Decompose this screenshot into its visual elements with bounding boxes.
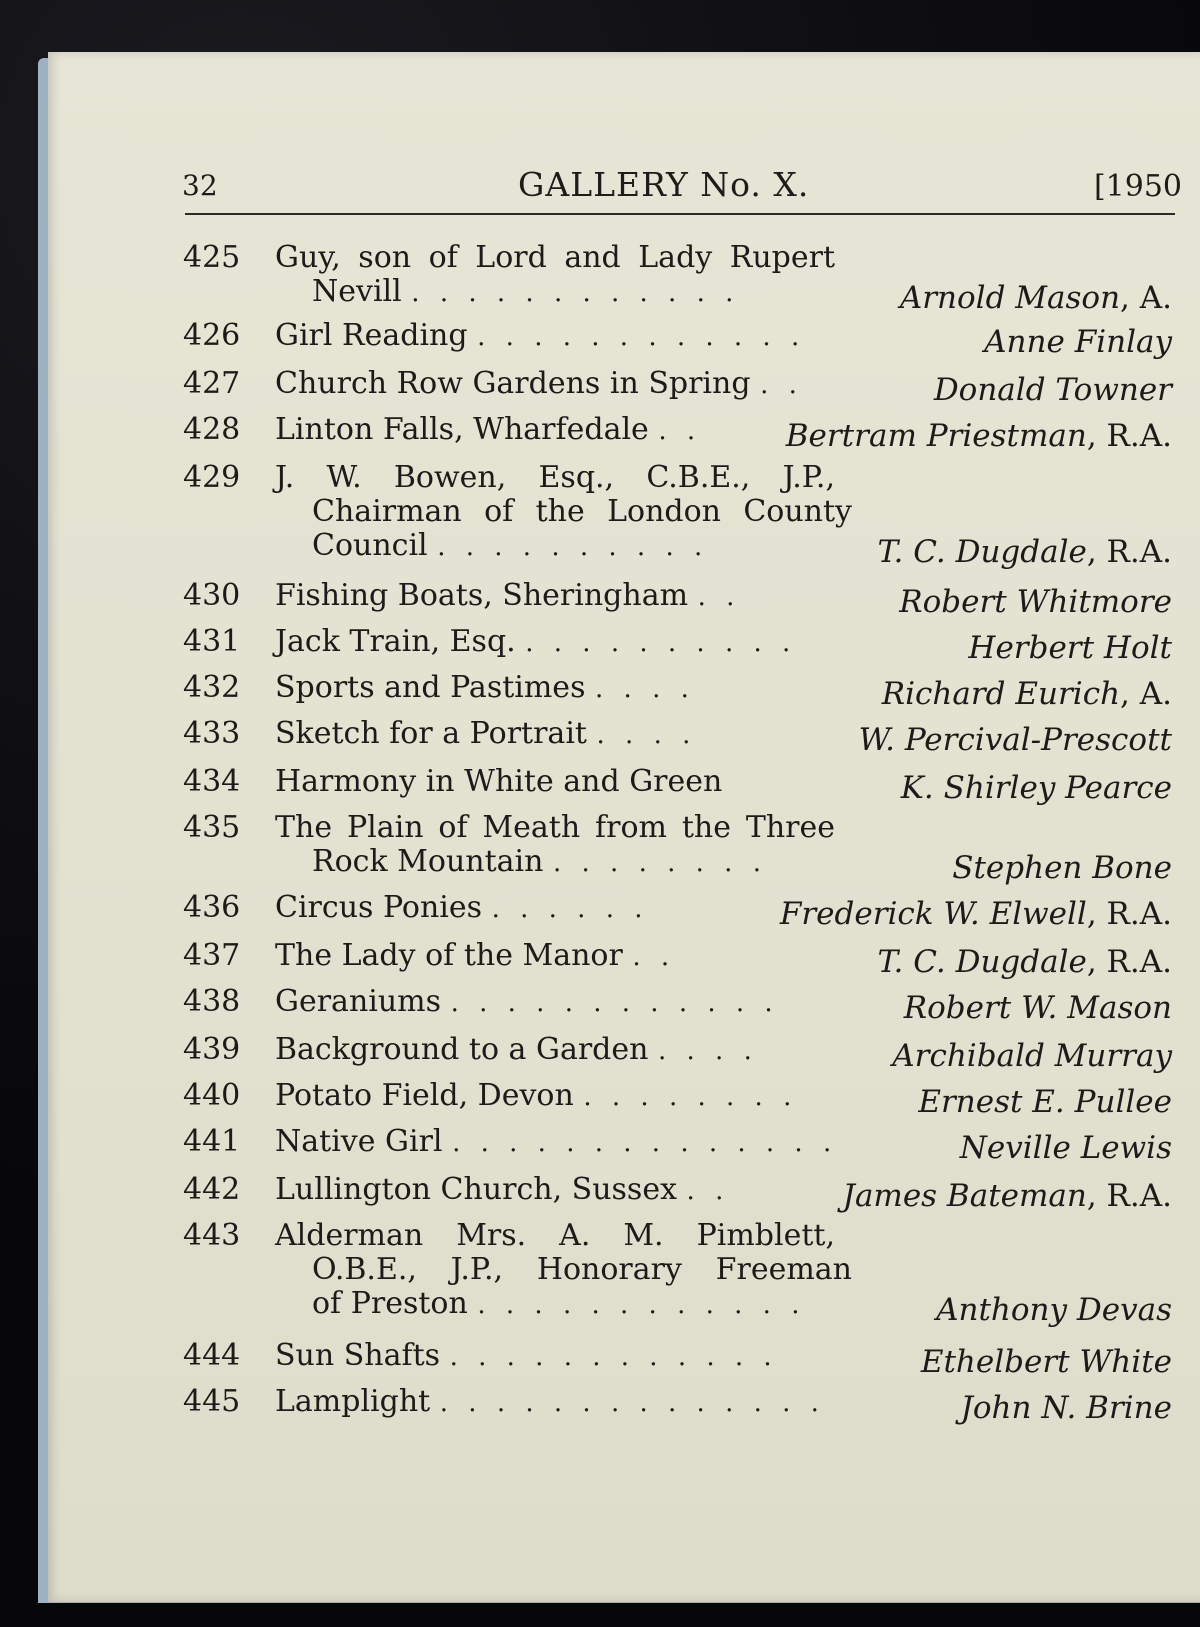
artist-suffix: , R.A.: [1086, 418, 1172, 454]
artist-name-text: W. Percival-Prescott: [858, 722, 1172, 758]
entry-title-text: Lamplight: [275, 1384, 431, 1419]
artist-name: [786, 418, 1172, 454]
entry-number: 436: [183, 890, 241, 925]
entry-title: [275, 716, 696, 751]
leader-dots: . .: [686, 1176, 730, 1206]
artist-name-text: Stephen Bone: [952, 850, 1172, 886]
entry-number: 433: [183, 716, 241, 751]
entry-title-text: Background to a Garden: [275, 1032, 649, 1067]
entry-title-continuation: [312, 528, 708, 563]
entry-title: [275, 318, 805, 353]
entry-title-text: O.B.E., J.P., Honorary Freeman: [312, 1252, 852, 1287]
entry-title-text: Harmony in White and Green: [275, 764, 723, 799]
artist-name: [877, 534, 1172, 570]
entry-title-continuation: [312, 844, 767, 879]
entry-title: [275, 984, 779, 1019]
leader-dots: . . . . . . . .: [553, 848, 767, 878]
artist-suffix: , R.A.: [1086, 1178, 1172, 1214]
entry-title: [275, 670, 695, 705]
leader-dots: . . . . . . . . . . . . . .: [452, 1128, 838, 1158]
artist-name: [904, 990, 1172, 1026]
entry-title: [275, 578, 740, 613]
leader-dots: . . . .: [596, 720, 697, 750]
leader-dots: . . . . . .: [491, 894, 649, 924]
entry-title: [275, 1078, 797, 1113]
entry-title: [275, 366, 803, 401]
page-number: 32: [182, 169, 218, 202]
entry-title: [275, 890, 649, 925]
leader-dots: . . . . . . . . . . . .: [450, 988, 779, 1018]
artist-name: [899, 584, 1172, 620]
entry-title-text: Church Row Gardens in Spring: [275, 366, 751, 401]
entry-title-text: Council: [312, 528, 428, 563]
entry-title: [275, 764, 722, 799]
artist-name: [892, 1038, 1172, 1074]
artist-name-text: Ethelbert White: [920, 1344, 1172, 1380]
entry-number: 439: [183, 1032, 241, 1067]
artist-name-text: John N. Brine: [960, 1390, 1172, 1426]
entry-number: 430: [183, 578, 241, 613]
artist-suffix: , A.: [1120, 676, 1172, 712]
artist-name: [843, 1178, 1172, 1214]
entry-title-text: J. W. Bowen, Esq., C.B.E., J.P.,: [275, 460, 835, 495]
entry-title-text: Fishing Boats, Sheringham: [275, 578, 689, 613]
entry-title: [275, 1172, 729, 1207]
entry-title-text: Jack Train, Esq.: [275, 624, 516, 659]
leader-dots: . .: [697, 582, 741, 612]
entry-number: 432: [183, 670, 241, 705]
entry-title-continuation: [312, 1252, 852, 1287]
artist-name: [882, 676, 1172, 712]
artist-name: [984, 324, 1172, 360]
artist-name-text: Arnold Mason: [899, 280, 1121, 316]
entry-title-continuation: [312, 1286, 805, 1321]
artist-name-text: Anthony Devas: [936, 1292, 1172, 1328]
artist-name-text: Neville Lewis: [959, 1130, 1172, 1166]
entry-number: 431: [183, 624, 241, 659]
artist-name: [877, 944, 1172, 980]
entry-title: [275, 412, 701, 447]
entry-number: 435: [183, 810, 241, 845]
artist-name: [960, 1130, 1172, 1166]
artist-name-text: Robert W. Mason: [903, 990, 1172, 1026]
entry-number: 427: [183, 366, 241, 401]
leader-dots: . . . . . . . . . . . . . .: [439, 1388, 825, 1418]
entry-title-text: Guy, son of Lord and Lady Rupert: [275, 240, 835, 275]
entry-title: [275, 1384, 825, 1419]
leader-dots: . .: [632, 942, 676, 972]
artist-name: [918, 1084, 1172, 1120]
entry-number: 434: [183, 764, 241, 799]
entry-title: [275, 938, 675, 973]
artist-name: [780, 896, 1172, 932]
leader-dots: . . . . . . . .: [583, 1082, 798, 1112]
entry-number: 425: [183, 240, 241, 275]
entry-title-text: Alderman Mrs. A. M. Pimblett,: [275, 1218, 835, 1253]
gallery-title: GALLERY No. X.: [518, 165, 810, 204]
entry-title-text: Geraniums: [275, 984, 442, 1019]
artist-name-text: Anne Finlay: [984, 324, 1172, 360]
leader-dots: . . . . . . . . . . . .: [411, 278, 740, 308]
entry-title-text: Linton Falls, Wharfedale: [275, 412, 649, 447]
artist-name: [952, 850, 1172, 886]
artist-name: [968, 630, 1172, 666]
artist-name-text: K. Shirley Pearce: [900, 770, 1172, 806]
artist-name-text: T. C. Dugdale: [877, 944, 1087, 980]
entry-title-text: Chairman of the London County: [312, 494, 852, 529]
entry-title: [275, 624, 796, 659]
artist-name-text: Ernest E. Pullee: [918, 1084, 1172, 1120]
artist-name-text: Archibald Murray: [892, 1038, 1172, 1074]
leader-dots: . .: [760, 370, 803, 400]
entry-number: 428: [183, 412, 241, 447]
artist-suffix: , R.A.: [1086, 534, 1172, 570]
entry-title: [275, 1032, 758, 1067]
entry-title-text: The Plain of Meath from the Three: [275, 810, 835, 845]
entry-number: 443: [183, 1218, 241, 1253]
entry-title-text: Native Girl: [275, 1124, 443, 1159]
artist-suffix: , R.A.: [1086, 944, 1172, 980]
artist-suffix: , R.A.: [1086, 896, 1172, 932]
entry-title: [275, 1218, 835, 1253]
artist-name-text: Richard Eurich: [881, 676, 1121, 712]
artist-name: [936, 1292, 1172, 1328]
entry-title: [275, 1124, 837, 1159]
artist-name-text: Frederick W. Elwell: [779, 896, 1087, 932]
entry-number: 441: [183, 1124, 241, 1159]
entry-title-continuation: [312, 494, 852, 529]
artist-name: [934, 372, 1172, 408]
artist-name: [960, 1390, 1172, 1426]
leader-dots: . . . .: [658, 1036, 758, 1066]
artist-name-text: Donald Towner: [933, 372, 1172, 408]
artist-name-text: T. C. Dugdale: [877, 534, 1087, 570]
artist-name-text: Robert Whitmore: [899, 584, 1172, 620]
entry-title-text: Circus Ponies: [275, 890, 483, 925]
entry-number: 444: [183, 1338, 241, 1373]
entry-number: 429: [183, 460, 241, 495]
entry-title-text: Sun Shafts: [275, 1338, 441, 1373]
leader-dots: . . . . . . . . . . . .: [477, 322, 806, 352]
artist-name: [921, 1344, 1172, 1380]
entry-title-text: Rock Mountain: [312, 844, 544, 879]
entry-number: 445: [183, 1384, 241, 1419]
entry-number: 440: [183, 1078, 241, 1113]
entry-title-text: Sports and Pastimes: [275, 670, 586, 705]
artist-name-text: James Bateman: [842, 1178, 1087, 1214]
artist-name-text: Herbert Holt: [968, 630, 1172, 666]
leader-dots: . . . .: [595, 674, 695, 704]
artist-name: [900, 280, 1172, 316]
leader-dots: . . . . . . . . . .: [525, 628, 797, 658]
entry-number: 442: [183, 1172, 241, 1207]
entry-number: 437: [183, 938, 241, 973]
entry-title-text: Girl Reading: [275, 318, 468, 353]
entry-title: [275, 810, 835, 845]
artist-name: [901, 770, 1172, 806]
entry-number: 438: [183, 984, 241, 1019]
leader-dots: . . . . . . . . . . . .: [449, 1342, 778, 1372]
entry-title-text: Nevill: [312, 274, 402, 309]
leader-dots: . .: [658, 416, 702, 446]
artist-name-text: Bertram Priestman: [785, 418, 1087, 454]
entry-title-text: Potato Field, Devon: [275, 1078, 574, 1113]
entry-title-continuation: [312, 274, 739, 309]
entry-title-text: Sketch for a Portrait: [275, 716, 587, 751]
entry-title-text: Lullington Church, Sussex: [275, 1172, 677, 1207]
entry-title: [275, 460, 835, 495]
leader-dots: . . . . . . . . . . . .: [477, 1290, 806, 1320]
entry-title-text: The Lady of the Manor: [275, 938, 623, 973]
leader-dots: . . . . . . . . . .: [437, 532, 709, 562]
artist-name: [859, 722, 1172, 758]
entry-title: [275, 1338, 778, 1373]
year-label: [1950: [1093, 169, 1182, 204]
entry-title: [275, 240, 835, 275]
entry-title-text: of Preston: [312, 1286, 468, 1321]
entry-number: 426: [183, 318, 241, 353]
artist-suffix: , A.: [1120, 280, 1172, 316]
